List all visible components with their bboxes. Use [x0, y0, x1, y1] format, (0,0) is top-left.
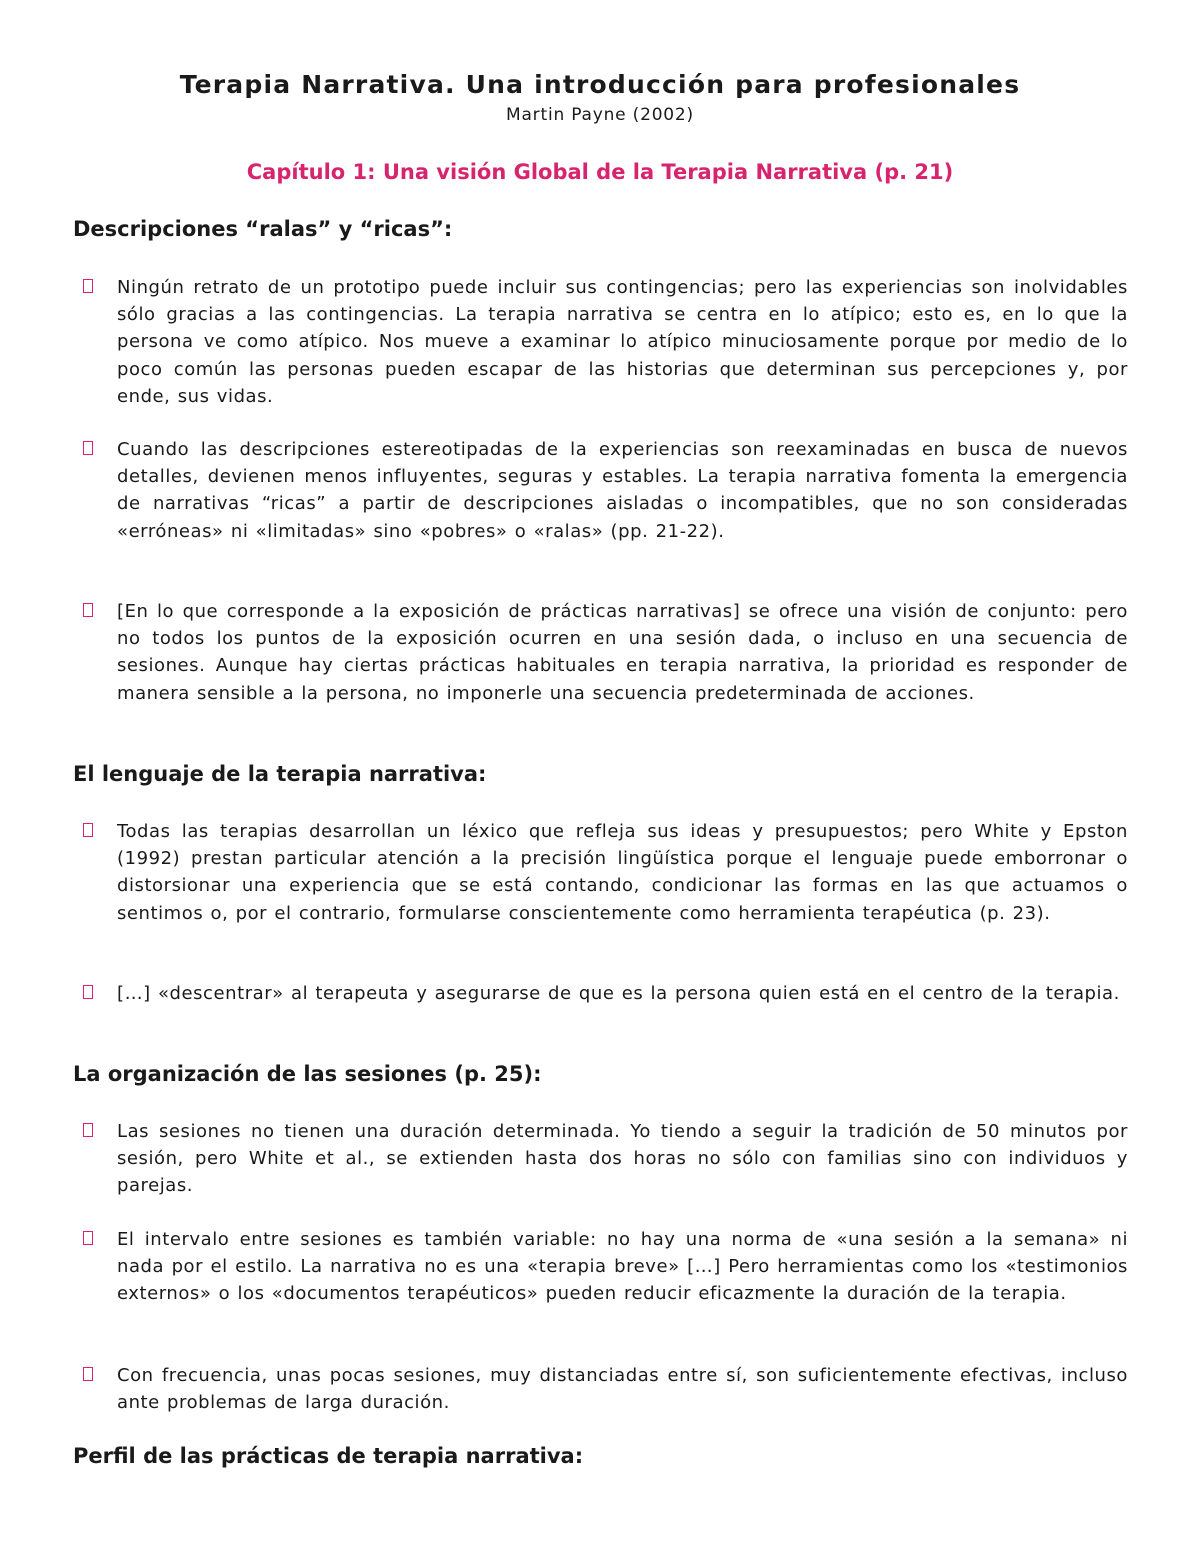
list-item-text: Ningún retrato de un prototipo puede incluir sus contingencias; pero las experiencias son inolvidables sólo gracias a las contingencias. La terapia narrativa se centra en lo atípico; esto es, en lo que la persona ve como atípico. Nos mueve a examinar lo atípico minuciosamente porque por medio de lo poco común las personas pueden escapar de las historias que determinan sus percepciones y, por ende, sus vidas.	[117, 277, 1128, 407]
missing-glyph-bullet-icon	[83, 441, 93, 455]
list-item-text: Cuando las descripciones estereotipadas de la experiencias son reexaminadas en busca de nuevos detalles, devienen menos influyentes, seguras y estables. La terapia narrativa fomenta la emergencia de narrativas “ricas” a partir de descripciones aisladas o incompatibles, que no son consideradas «erróneas» ni «limitadas» sino «pobres» o «ralas» (pp. 21-22).	[117, 439, 1128, 542]
section-heading: Perfil de las prácticas de terapia narrativa:	[73, 1444, 584, 1468]
missing-glyph-bullet-icon	[83, 985, 93, 999]
list-item	[73, 598, 1128, 707]
chapter-title: Capítulo 1: Una visión Global de la Terapia Narrativa (p. 21)	[246, 160, 954, 184]
list-item-text: Con frecuencia, unas pocas sesiones, muy distanciadas entre sí, son suficientemente efectivas, incluso ante problemas de larga duración.	[117, 1365, 1128, 1414]
list-item	[73, 1226, 1128, 1308]
list-item-text: […] «descentrar» al terapeuta y asegurarse de que es la persona quien está en el centro de la terapia.	[117, 983, 1120, 1004]
document-title: Terapia Narrativa. Una introducción para profesionales	[179, 70, 1021, 99]
missing-glyph-bullet-icon	[83, 1123, 93, 1137]
list-item-text: Las sesiones no tienen una duración determinada. Yo tiendo a seguir la tradición de 50 minutos por sesión, pero White et al., se extienden hasta dos horas no sólo con familias sino con individuos y parejas.	[117, 1121, 1128, 1197]
section-heading: Descripciones “ralas” y “ricas”:	[73, 217, 453, 241]
missing-glyph-bullet-icon	[83, 279, 93, 293]
missing-glyph-bullet-icon	[83, 603, 93, 617]
list-item	[73, 1362, 1128, 1416]
list-item	[73, 436, 1128, 545]
missing-glyph-bullet-icon	[83, 1367, 93, 1381]
missing-glyph-bullet-icon	[83, 1231, 93, 1245]
list-item-text: [En lo que corresponde a la exposición de prácticas narrativas] se ofrece una visión de conjunto: pero no todos los puntos de la exposición ocurren en una sesión dada, o incluso en una secuencia de sesiones. Aunque hay ciertas prácticas habituales en terapia narrativa, la prioridad es responder de manera sensible a la persona, no imponerle una secuencia predeterminada de acciones.	[117, 601, 1128, 704]
list-item	[73, 274, 1128, 410]
list-item-text: Todas las terapias desarrollan un léxico que refleja sus ideas y presupuestos; pero White y Epston (1992) prestan particular atención a la precisión lingüística porque el lenguaje puede emborronar o distorsionar una experiencia que se está contando, condicionar las formas en las que actuamos o sentimos o, por el contrario, formularse conscientemente como herramienta terapéutica (p. 23).	[117, 821, 1128, 924]
missing-glyph-bullet-icon	[83, 823, 93, 837]
list-item-text: El intervalo entre sesiones es también variable: no hay una norma de «una sesión a la semana» ni nada por el estilo. La narrativa no es una «terapia breve» […] Pero herramientas como los «testimonios externos» o los «documentos terapéuticos» pueden reducir eficazmente la duración de la terapia.	[117, 1229, 1128, 1305]
list-item	[73, 818, 1128, 927]
list-item	[73, 980, 1128, 1007]
list-item	[73, 1118, 1128, 1200]
section-heading: La organización de las sesiones (p. 25):	[73, 1062, 542, 1086]
document-author: Martin Payne (2002)	[506, 105, 694, 125]
section-heading: El lenguaje de la terapia narrativa:	[73, 762, 487, 786]
